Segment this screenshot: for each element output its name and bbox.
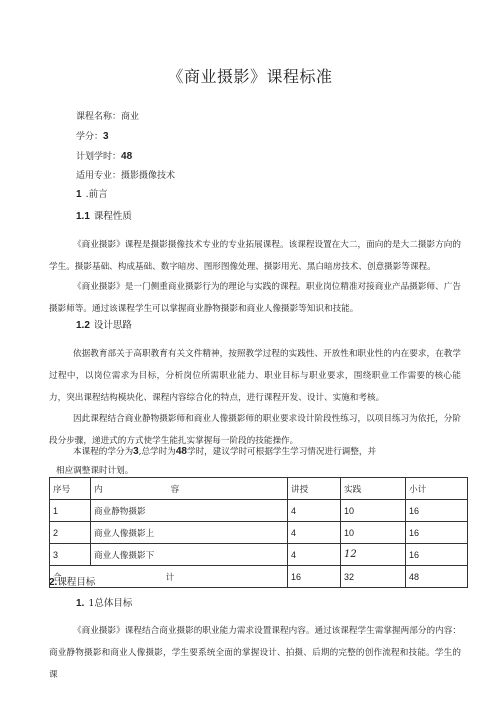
row-content: 商业人像摄影下 (91, 544, 288, 566)
row-practice: 10 (341, 522, 406, 544)
paragraph-text: 学时，建议学时可根据学生学习情况进行调整，并 (186, 447, 377, 457)
hours-label: 计划学时： (76, 152, 122, 162)
paragraph-text: 依据教育部关于高职教育有关文件精神，按照教学过程的实践性、开放性和职业性的内在要求，在教学过程中，以岗位需求为目标，分析岗位所需职业能力、职业目标与职业要求，围绕职业工作需要的核心能力，突出课程结构模块化、课程内容综合化的特点，进行课程开发、设计、实施和考核。 (49, 349, 461, 403)
header-no: 序号 (50, 478, 91, 500)
row-total: 16 (406, 522, 468, 544)
row-content: 商业静物摄影 (91, 500, 288, 522)
table-row (50, 522, 468, 544)
row-no: 2 (50, 522, 91, 544)
sum-total: 48 (406, 566, 468, 588)
paragraph (49, 234, 461, 278)
header-content (91, 478, 288, 500)
row-practice: 10 (341, 500, 406, 522)
table-header-row (50, 478, 468, 500)
row-total: 16 (406, 500, 468, 522)
section-1-heading (76, 189, 108, 201)
paragraph-text: ,总学时为 (138, 447, 176, 457)
row-total: 16 (406, 544, 468, 566)
credit-inline: 3 (133, 446, 139, 457)
table-row (50, 500, 468, 522)
table-sum-row (50, 566, 468, 588)
section-1-2-title: 设计思路 (93, 320, 132, 331)
section-1-1-heading (76, 211, 132, 223)
paragraph-text: 本课程的学分为 (73, 447, 134, 457)
hours-line (76, 151, 132, 163)
row-lecture: 4 (288, 500, 341, 522)
hours-value: 48 (121, 151, 133, 162)
major-line: 适用专业：摄影摄像技术 (76, 171, 176, 181)
credit-line (76, 131, 109, 143)
section-2-1-heading (76, 598, 132, 610)
section-1-1-number: 1.1 (76, 211, 90, 222)
hours-inline: 48 (175, 446, 187, 457)
section-2-title: 课程目标 (57, 577, 96, 588)
table-caption: 相应调整课时计划。 (56, 466, 134, 476)
header-practice: 实践 (341, 478, 406, 500)
paragraph (49, 620, 461, 680)
section-2-1-title: 1总体目标 (88, 598, 133, 609)
paragraph-text: 《商业摄影》课程是摄影摄像技术专业的专业拓展课程。该课程设置在大二，面向的是大二摄影方向的学生。摄影基础、构成基础、数字暗房、图形图像处理、摄影用光、黑白暗房技术、创意摄影等课程。 (49, 240, 461, 272)
table-row (50, 544, 468, 566)
header-content-b: 容 (170, 484, 180, 495)
section-2-heading (49, 577, 95, 589)
sum-lecture: 16 (288, 566, 341, 588)
sum-label-b: 计 (165, 572, 175, 583)
course-name: 课程名称：商业 (76, 112, 140, 122)
row-practice: 12 (341, 544, 406, 566)
hours-table (49, 477, 468, 588)
section-2-1-number: 1. (76, 598, 85, 609)
section-1-title: .前言 (85, 189, 108, 200)
sum-practice: 32 (341, 566, 406, 588)
page-title: 《商业摄影》课程标准 (167, 67, 333, 86)
section-1-2-number: 1.2 (76, 320, 90, 331)
paragraph (49, 441, 461, 463)
header-content-a: 内 (94, 484, 103, 495)
section-2-number: 2. (49, 577, 58, 588)
section-1-1-title: 课程性质 (93, 211, 132, 222)
paragraph (49, 276, 461, 320)
header-total: 小计 (406, 478, 468, 500)
paragraph-text: 《商业摄影》是一门侧重商业摄影行为的理论与实践的课程。职业岗位精准对接商业产品摄影师、广告摄影师等。通过该课程学生可以掌握商业静物摄影和商业人像摄影等知识和技能。 (49, 282, 461, 314)
sum-label-a: 合 (53, 572, 62, 583)
row-no: 3 (50, 544, 91, 566)
row-no: 1 (50, 500, 91, 522)
row-content: 商业人像摄影上 (91, 522, 288, 544)
row-lecture: 4 (288, 544, 341, 566)
paragraph-text: 因此课程结合商业静物摄影师和商业人像摄影师的职业要求设计阶段性练习，以项目练习为依托，分阶段分步骤，递进式的方式使学生能扎实掌握每一阶段的技能操作。 (49, 414, 461, 446)
section-1-number: 1 (76, 189, 82, 200)
paragraph (49, 343, 461, 409)
section-1-2-heading (76, 320, 132, 332)
header-lecture: 讲授 (288, 478, 341, 500)
credit-value: 3 (103, 131, 109, 142)
credit-label: 学分： (76, 132, 104, 142)
row-lecture: 4 (288, 522, 341, 544)
paragraph-text: 《商业摄影》课程结合商业摄影的职业能力需求设置课程内容。通过该课程学生需掌握两部分的内容：商业静物摄影和商业人像摄影，学生要系统全面的掌握设计、拍摄、后期的完整的创作流程和技能。学生的课 (49, 626, 461, 680)
